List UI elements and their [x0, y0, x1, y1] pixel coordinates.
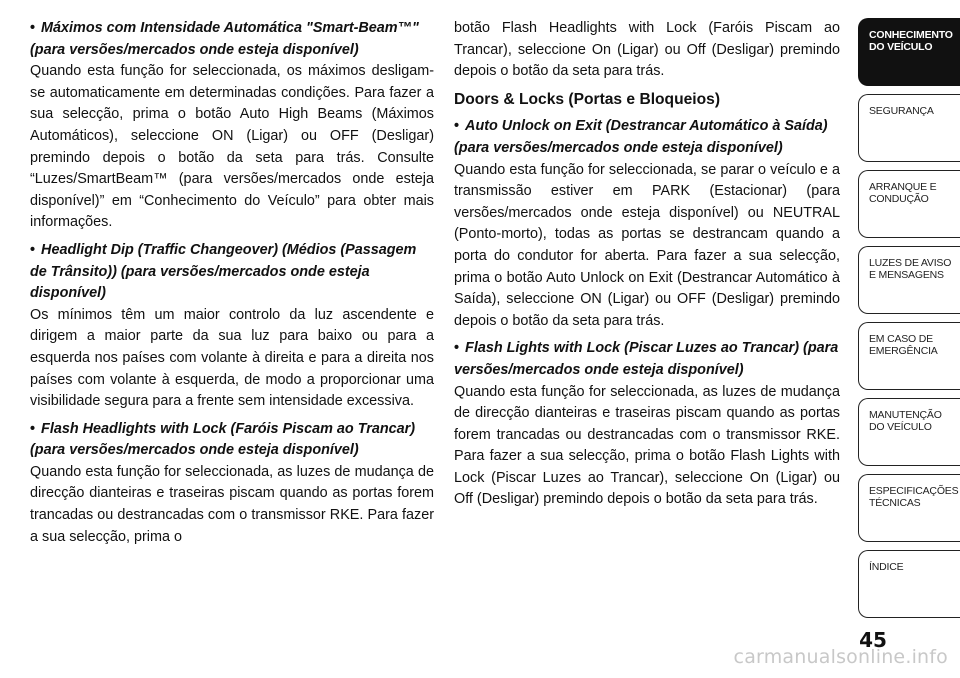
bullet: • [30, 420, 36, 437]
item-heading-auto-unlock: • Auto Unlock on Exit (Destrancar Automático à Saída) (para versões/mercados onde esteja disponível) [454, 118, 828, 156]
item-heading-flash-headlights: • Flash Headlights with Lock (Faróis Piscam ao Trancar) (para versões/mercados onde esteja disponível) [30, 420, 416, 459]
item-text-auto-unlock: Quando esta função for seleccionada, se parar o veículo e a transmissão estiver em PARK (Estacionar) (para versões/mercados onde esteja disponível) ou NEUTRAL (Ponto-morto), todas as portas se destrancam quando a porta do condutor for aberta. Para fazer a sua selecção, prima o botão Auto Unlock on Exit (Destrancar Automático à Saída), seleccione ON (Ligar) ou OFF (Desligar) premindo depois o botão da seta para trás. [454, 161, 840, 329]
tab-luzes-de-aviso[interactable]: LUZES DE AVISO E MENSAGENS [858, 246, 960, 314]
bullet: • [30, 241, 36, 258]
item-heading-flash-lights: • Flash Lights with Lock (Piscar Luzes ao Trancar) (para versões/mercados onde esteja disponível) [454, 340, 839, 378]
item-text-smartbeam: Quando esta função for seleccionada, os máximos desligam-se automaticamente em determinadas condições. Para fazer a sua selecção, prima o botão Auto High Beams (Máximos Automáticos), seleccione ON (Ligar) ou OFF (Desligar) premindo depois o botão da seta para trás. Consulte “Luzes/SmartBeam™ (para versões/mercados onde esteja disponível)” em “Conhecimento do Veículo” para obter mais informações. [30, 63, 434, 231]
item-text-flash-headlights: Quando esta função for seleccionada, as luzes de mudança de direcção dianteiras e traseiras piscam quando as portas forem trancadas ou destrancadas com o transmissor RKE. Para fazer a sua selecção, prima o [30, 463, 434, 545]
tab-indice[interactable]: ÍNDICE [858, 550, 960, 618]
bullet: • [454, 118, 460, 135]
tab-arranque-e-conducao[interactable]: ARRANQUE E CONDUÇÃO [858, 170, 960, 238]
left-column [30, 18, 434, 554]
bullet: • [454, 340, 460, 357]
chapter-sidebar [858, 18, 960, 626]
page-number: 45 [859, 628, 887, 652]
right-column [454, 18, 840, 517]
tab-conhecimento-do-veiculo[interactable]: CONHECIMENTO DO VEÍCULO [858, 18, 960, 86]
watermark: carmanualsonline.info [733, 646, 948, 668]
item-text-flash-lights: Quando esta função for seleccionada, as luzes de mudança de direcção dianteiras e traseiras piscam quando as portas forem trancadas ou destrancadas com o transmissor RKE. Para fazer a sua selecção, prima o botão Flash Lights with Lock (Piscar Luzes ao Trancar), seleccione On (Ligar) ou Off (Desligar) premindo depois o botão da seta para trás. [454, 383, 840, 508]
item-text-headlight-dip: Os mínimos têm um maior controlo da luz ascendente e dirigem a maior parte da sua luz para baixo ou para a esquerda nos países com volante à direita e para a direita nos países com volante à esquerda, de modo a proporcionar uma visibilidade segura para a frente sem intensidade excessiva. [30, 306, 434, 410]
item-heading-headlight-dip: • Headlight Dip (Traffic Changeover) (Médios (Passagem de Trânsito)) (para versões/mercados onde esteja disponível) [30, 241, 417, 302]
tab-manutencao-do-veiculo[interactable]: MANUTENÇÃO DO VEÍCULO [858, 398, 960, 466]
tab-seguranca[interactable]: SEGURANÇA [858, 94, 960, 162]
tab-em-caso-de-emergencia[interactable]: EM CASO DE EMERGÊNCIA [858, 322, 960, 390]
item-heading-smartbeam: • Máximos com Intensidade Automática "Smart-Beam™" (para versões/mercados onde esteja disponível) [30, 20, 419, 58]
bullet: • [30, 20, 36, 36]
section-heading: Doors & Locks (Portas e Bloqueios) [454, 90, 721, 108]
tab-especificacoes-tecnicas[interactable]: ESPECIFICAÇÕES TÉCNICAS [858, 474, 960, 542]
continuation-text: botão Flash Headlights with Lock (Faróis Piscam ao Trancar), seleccione On (Ligar) ou Off (Desligar) premindo depois o botão da seta para trás. [454, 20, 840, 80]
